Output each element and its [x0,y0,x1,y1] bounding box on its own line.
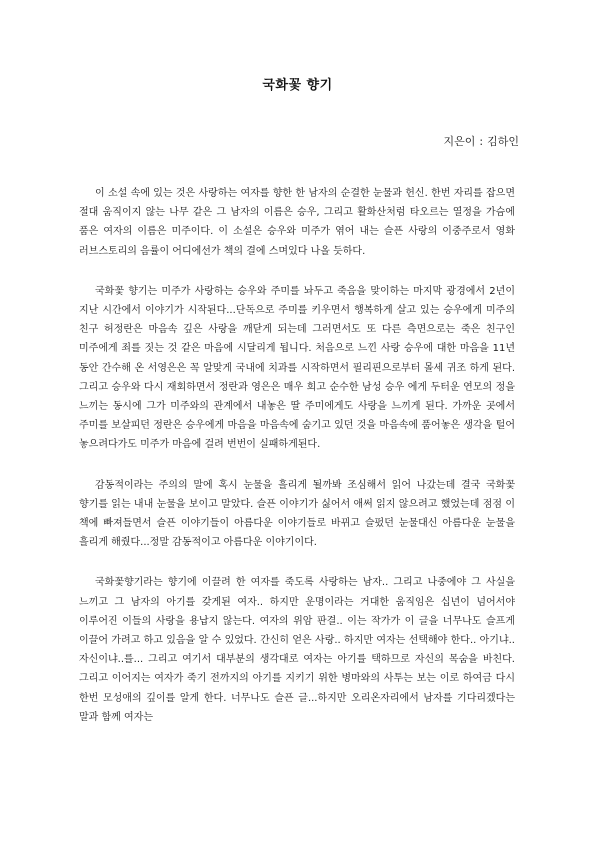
author-line [444,133,520,149]
paragraph-4: 국화꽃향기라는 향기에 이끌려 한 여자를 죽도록 사랑하는 남자.. 그리고 나중에야 그 사실을 느끼고 그 남자의 아기를 갖게된 여자.. 하지만 운명이라는 거대한 움직임은 십년이 넘어서야 이루어진 이들의 사랑을 용납지 않는다. 여자의 위암 판결.. 이는 작가가 이 글을 너무나도 슬프게 이끌어 가려고 하고 있음을 알 수 있었다. 간신히 얻은 사랑.. 하지만 여자는 선택해야 한다.. 아기냐.. 자신이냐..를... 그리고 여기서 대부분의 생각대로 여자는 아기를 택하므로 자신의 목숨을 바친다. 그리고 이어지는 여자가 죽기 전까지의 아기를 지키기 위한 병마와의 사투는 보는 이로 하여금 다시 한번 모성애의 깊이를 알게 한다. 너무나도 슬픈 글...하지만 오리온자리에서 남자를 기다리겠다는 말과 함께 여자는 [79,577,515,723]
paragraph-1: 이 소설 속에 있는 것은 사랑하는 여자를 향한 한 남자의 순결한 눈물과 헌신. 한번 자리를 잡으면 절대 움직이지 않는 나무 같은 그 남자의 이름은 승우, 그리고 활화산처럼 타오르는 열정을 가슴에 품은 여자의 이름은 미주이다. 이 소설은 승우와 미주가 엮어 내는 슬픈 사랑의 이중주로서 영화 러브스토리의 음률이 어디에선가 책의 결에 스며있다 나올 듯하다. [79,188,515,257]
paragraph-2: 국화꽃 향기는 미주가 사랑하는 승우와 주미를 놔두고 죽음을 맞이하는 마지막 광경에서 2년이 지난 시간에서 이야기가 시작된다...단독으로 주미를 키우면서 행복하게 살고 있는 승우에게 미주의 친구 허정란은 마음속 깊은 사랑을 깨닫게 되는데 그러면서도 또 다른 측면으로는 죽은 친구인 미주에게 죄를 짓는 것 같은 마음에 시달리게 됩니다. 처음으로 느낀 사랑 승우에 대한 마음을 11년 동안 간수해 온 서영은은 꼭 알맞게 국내에 치과를 시작하면서 필리핀으로부터 몰세 귀조 하게 된다. 그리고 승우와 다시 재회하면서 정란과 영은은 매우 희고 순수한 남성 승우 에게 두터운 연모의 정을 느끼는 동시에 그가 미주와의 관계에서 내놓은 딸 주미에게도 사랑을 느끼게 된다. 가까운 곳에서 주미를 보살피던 정란은 승우에게 마음을 마음속에 숨기고 있던 것을 마음속에 품어놓은 생각을 털어 놓으려다가도 미주가 마음에 걸려 번번이 실패하게된다. [79,285,515,451]
document-title: 국화꽃 향기 [262,78,333,93]
author-name: 김하인 [487,135,519,148]
document-body [79,184,515,748]
paragraph-3: 감동적이라는 주의의 말에 혹시 눈물을 흘리게 될까봐 조심해서 읽어 나갔는데 결국 국화꽃 향기를 읽는 내내 눈물을 보이고 말았다. 슬픈 이야기가 싫어서 애써 읽지 않으려고 했었는데 점점 이 책에 빠져들면서 슬픈 이야기들이 아름다운 이야기들로 바뀌고 슬펐던 눈물대신 아름다운 눈물을 흘리게 해줬다...정말 감동적이고 아름다운 이야기이다. [79,479,515,549]
author-colon: : [479,135,484,148]
author-label: 지은이 [443,135,476,148]
